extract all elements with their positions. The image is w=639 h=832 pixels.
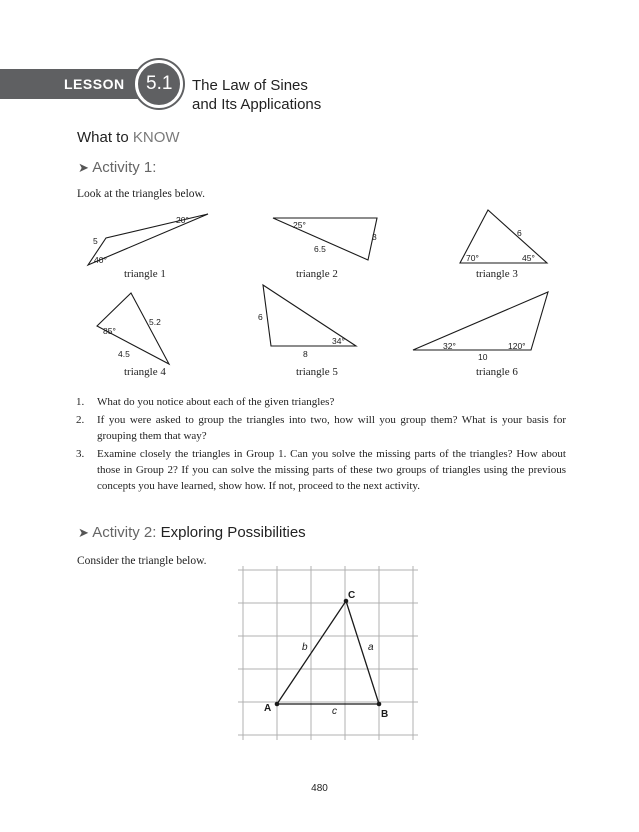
side-a-label: a <box>368 642 374 653</box>
lesson-title-line1: The Law of Sines <box>192 77 308 94</box>
lesson-label: LESSON <box>64 76 125 92</box>
activity2-heading: ➤ Activity 2: Exploring Possibilities <box>78 524 306 541</box>
t1-side-label: 5 <box>93 236 98 246</box>
vertex-a-dot <box>275 702 280 707</box>
activity2-intro: Consider the triangle below. <box>77 555 207 567</box>
t4-side-right-label: 5.2 <box>149 317 161 327</box>
t5-side-left-label: 6 <box>258 312 263 322</box>
lesson-number: 5.1 <box>146 73 173 94</box>
arrow-icon: ➤ <box>78 160 89 175</box>
triangle-1-label: triangle 1 <box>124 268 166 280</box>
question-item: 2. If you were asked to group the triangles into two, how will you group them? What is your basis for grouping them that way? <box>76 414 566 442</box>
t2-side-bottom-label: 6.5 <box>314 244 326 254</box>
triangle-6-label: triangle 6 <box>476 366 518 378</box>
t4-side-bottom-label: 4.5 <box>118 349 130 359</box>
t6-angle-left-label: 32° <box>443 341 456 351</box>
triangle-4-label: triangle 4 <box>124 366 166 378</box>
t2-angle-label: 25° <box>293 220 306 230</box>
t1-angle-left-label: 40° <box>94 255 107 265</box>
t3-angle-right-label: 45° <box>522 253 535 263</box>
arrow-icon: ➤ <box>78 525 89 540</box>
t1-angle-label: 20° <box>176 215 189 225</box>
page-number: 480 <box>311 783 328 794</box>
t4-angle-label: 85° <box>103 326 116 336</box>
activity1-intro: Look at the triangles below. <box>77 188 205 200</box>
vertex-a-label: A <box>264 703 272 714</box>
what-to-know-heading: What to KNOW <box>77 129 180 146</box>
activity1-heading: ➤ Activity 1: <box>78 159 157 176</box>
question-item: 3. Examine closely the triangles in Group 1. Can you solve the missing parts of the triangles? How about those in Group 2? If you can solve the missing parts of these two groups of triangles using the previous concepts you have learned, show how. If not, proceed to the next activity. <box>76 448 566 492</box>
t3-side-label: 6 <box>517 228 522 238</box>
vertex-b-label: B <box>381 709 389 720</box>
triangle-abc-shape <box>277 601 379 704</box>
lesson-title-line2: and Its Applications <box>192 96 322 113</box>
side-c-label: c <box>332 706 337 717</box>
t3-angle-left-label: 70° <box>466 253 479 263</box>
vertex-c-label: C <box>348 590 356 601</box>
t6-side-bottom-label: 10 <box>478 352 488 362</box>
t5-side-bottom-label: 8 <box>303 349 308 359</box>
t6-angle-right-label: 120° <box>508 341 526 351</box>
side-b-label: b <box>302 642 308 653</box>
vertex-b-dot <box>377 702 382 707</box>
triangle-5-label: triangle 5 <box>296 366 338 378</box>
triangle-2-label: triangle 2 <box>296 268 338 280</box>
triangle-3-label: triangle 3 <box>476 268 518 280</box>
question-item: 1. What do you notice about each of the given triangles? <box>76 396 335 408</box>
t2-side-right-label: 3 <box>372 232 377 242</box>
t5-angle-label: 34° <box>332 336 345 346</box>
